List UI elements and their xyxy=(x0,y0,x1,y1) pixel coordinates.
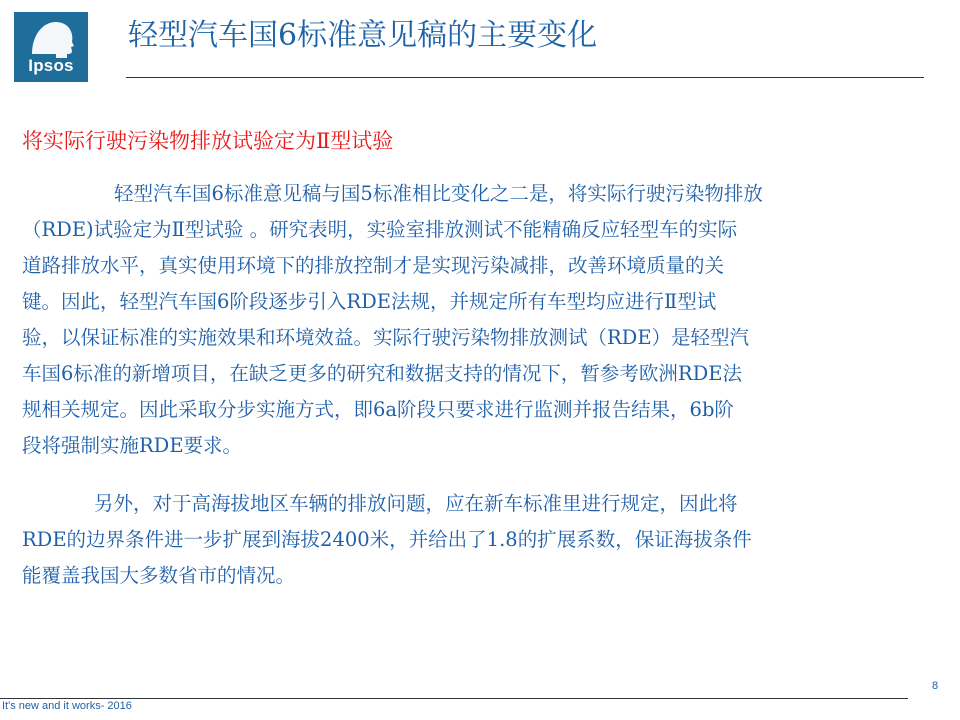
body-text xyxy=(22,176,942,594)
ipsos-logo xyxy=(14,12,88,82)
paragraph-2-line: 能覆盖我国大多数省市的情况。 xyxy=(22,564,296,587)
paragraph-1-line: （RDE)试验定为Ⅱ型试验 。研究表明，实验室排放测试不能精确反应轻型车的实际 xyxy=(22,218,738,241)
footer-divider xyxy=(0,698,908,699)
paragraph-1-line: 轻型汽车国6标准意见稿与国5标准相比变化之二是，将实际行驶污染物排放 xyxy=(114,182,763,205)
footer-text: It's new and it works- 2016 xyxy=(2,700,132,712)
paragraph-1-line: 键。因此，轻型汽车国6阶段逐步引入RDE法规，并规定所有车型均应进行Ⅱ型试 xyxy=(22,290,717,313)
slide-title: 轻型汽车国6标准意见稿的主要变化 xyxy=(128,18,598,53)
title-divider xyxy=(126,77,924,78)
logo-text: Ipsos xyxy=(28,56,74,75)
paragraph-1-line: 道路排放水平，真实使用环境下的排放控制才是实现污染减排，改善环境质量的关 xyxy=(22,254,725,277)
page-number: 8 xyxy=(932,680,939,692)
paragraph-1-line: 车国6标准的新增项目，在缺乏更多的研究和数据支持的情况下，暂参考欧洲RDE法 xyxy=(22,362,742,385)
paragraph-gap xyxy=(22,464,942,486)
paragraph-2-line: RDE的边界条件进一步扩展到海拔2400米，并给出了1.8的扩展系数，保证海拔条件 xyxy=(22,528,752,551)
paragraph-2-line: 另外，对于高海拔地区车辆的排放问题，应在新车标准里进行规定，因此将 xyxy=(94,492,738,515)
paragraph-1-line: 验，以保证标准的实施效果和环境效益。实际行驶污染物排放测试（RDE）是轻型汽 xyxy=(22,326,750,349)
section-heading: 将实际行驶污染物排放试验定为Ⅱ型试验 xyxy=(22,129,394,153)
paragraph-1-line: 段将强制实施RDE要求。 xyxy=(22,434,243,457)
paragraph-1-line: 规相关规定。因此采取分步实施方式，即6a阶段只要求进行监测并报告结果，6b阶 xyxy=(22,398,734,421)
